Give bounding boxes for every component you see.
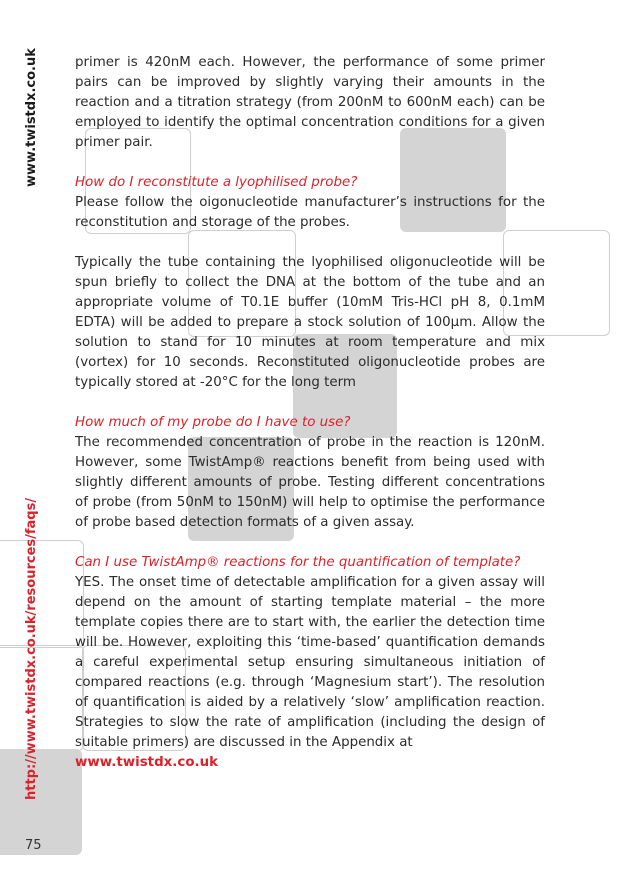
intro-paragraph: primer is 420nM each. However, the performance of some primer pairs can be improved by slightly varying their amounts in the reaction and a titration strategy (from 200nM to 600nM each) can be employed to identify the optimal concentration conditions for a given primer pair. [75, 55, 545, 150]
deco-frame [0, 540, 84, 648]
answer-reconstitute-detail: Typically the tube containing the lyophilised oligonucleotide will be spun briefly to collect the DNA at the bottom of the tube and an appropriate volume of T0.1E buffer (10mM Tris-HCl pH 8, 0.1mM EDTA) will be added to prepare a stock solution of 100µm. Allow the solution to stand for 10 minutes at room temperature and mix (vortex) for 10 seconds. Reconstituted oligonucleotide probes are typically stored at -20°C for the long term [75, 255, 545, 390]
sidebar-site: www.twistdx.co.uk [24, 48, 39, 187]
answer-probe-amount: The recommended concentration of probe in the reaction is 120nM. However, some TwistAmp® reactions benefit from being used with slightly different amounts of probe. Testing different concentrations of probe (from 50nM to 150nM) will help to optimise the performance of probe based detection formats of a given assay. [75, 435, 545, 530]
deco-frame [0, 645, 84, 751]
question-quantification: Can I use TwistAmp® reactions for the quantification of template? [75, 555, 521, 570]
page-number: 75 [25, 838, 42, 853]
question-probe-amount: How much of my probe do I have to use? [75, 415, 351, 430]
appendix-link[interactable]: www.twistdx.co.uk [75, 755, 219, 770]
answer-quantification: YES. The onset time of detectable amplification for a given assay will depend on the amount of starting template material – the more template copies there are to start with, the earlier the detection time will be. However, exploiting this ‘time-based’ quantification demands a careful experimental setup ensuring simultaneous initiation of compared reactions (e.g. through ‘Magnesium start’). The resolution of quantification is aided by a relatively ‘slow’ amplification reaction. Strategies to slow the rate of amplification (including the design of suitable primers) are discussed in the Appendix at [75, 575, 545, 750]
sidebar-faq-link[interactable]: http://www.twistdx.co.uk/resources/faqs/ [24, 497, 39, 800]
main-content [75, 53, 545, 773]
question-reconstitute: How do I reconstitute a lyophilised probe? [75, 175, 358, 190]
answer-reconstitute: Please follow the oigonucleotide manufacturer’s instructions for the reconstitution and storage of the probes. [75, 195, 545, 230]
